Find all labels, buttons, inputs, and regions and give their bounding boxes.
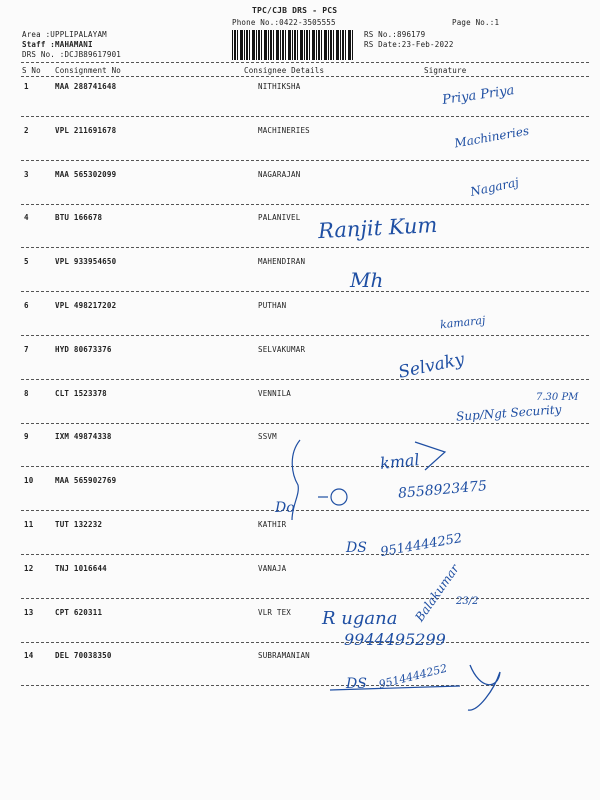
circled-mark — [331, 489, 347, 505]
signature-14-mark: DS — [346, 676, 367, 692]
row-sno: 2 — [24, 125, 29, 135]
row-sno: 6 — [24, 301, 29, 310]
column-header-signature: Signature — [424, 66, 467, 75]
row-consignee: VANAJA — [258, 563, 287, 573]
staff-field: Staff :MAHAMANI — [22, 40, 93, 49]
bracket-stroke — [292, 440, 300, 520]
row-sno: 12 — [24, 563, 34, 573]
row-consignment-no: MAA 288741648 — [55, 82, 117, 91]
signature-11-mark: DS — [346, 540, 367, 556]
signature-1: Priya Priya — [441, 83, 516, 108]
row-consignee: MACHINERIES — [258, 125, 310, 135]
signature-8-time: 7.30 PM — [536, 392, 579, 403]
row-consignee: KATHIR — [258, 520, 287, 529]
signature-2: Machineries — [453, 123, 531, 151]
page-number: Page No.:1 — [452, 18, 500, 27]
row-consignment-no: MAA 565902769 — [55, 476, 117, 486]
signature-13-name: R ugana — [322, 608, 398, 629]
row-consignment-no: CLT 1523378 — [55, 388, 107, 398]
rs-number: RS No.:896179 — [364, 30, 426, 39]
signature-12: Balakumar — [412, 561, 462, 625]
row-consignment-no: TNJ 1016644 — [55, 563, 107, 573]
scribble-stroke — [415, 442, 445, 470]
signature-8: Sup/Ngt Security — [455, 402, 562, 424]
row-consignee: SSVM — [258, 432, 277, 442]
row-sno: 10 — [24, 476, 34, 486]
signature-10-mark: Do — [275, 500, 295, 516]
row-consignment-no: VPL 498217202 — [55, 301, 117, 310]
row-consignee: MAHENDIRAN — [258, 257, 306, 267]
signature-14-number: 9514444252 — [377, 661, 449, 692]
row-consignment-no: VPL 933954650 — [55, 257, 117, 267]
row-consignee: VLR TEX — [258, 607, 292, 617]
signature-11-number: 9514444252 — [379, 530, 464, 561]
row-consignee: NAGARAJAN — [258, 169, 301, 179]
row-consignment-no: MAA 565302099 — [55, 169, 117, 179]
row-consignment-no: TUT 132232 — [55, 520, 103, 529]
row-consignment-no: CPT 620311 — [55, 607, 103, 617]
strike-stroke — [330, 686, 460, 690]
rs-date: RS Date:23-Feb-2022 — [364, 40, 454, 49]
row-consignee: VENNILA — [258, 388, 292, 398]
row-consignee: SELVAKUMAR — [258, 344, 306, 354]
row-sno: 1 — [24, 82, 29, 91]
drs-number: DRS No. :DCJB89617901 — [22, 50, 122, 59]
row-consignee: SUBRAMANIAN — [258, 651, 310, 661]
phone-number: Phone No.:0422-3505555 — [232, 18, 336, 27]
row-sno: 13 — [24, 607, 34, 617]
row-sno: 11 — [24, 520, 34, 529]
signature-4: Ranjit Kum — [317, 212, 438, 244]
row-sno: 8 — [24, 388, 29, 398]
signature-5: Mh — [350, 268, 384, 292]
row-consignment-no: DEL 70038350 — [55, 651, 112, 661]
row-sno: 5 — [24, 257, 29, 267]
signature-9: kmal — [379, 449, 421, 474]
row-consignment-no: HYD 80673376 — [55, 344, 112, 354]
column-header-consignment: Consignment No — [55, 66, 122, 75]
signature-12-date: 23/2 — [456, 596, 479, 607]
row-consignee: PUTHAN — [258, 301, 287, 310]
signature-10-number: 8558923475 — [397, 478, 488, 502]
row-consignment-no: BTU 166678 — [55, 213, 103, 223]
column-header-sno: S No — [22, 66, 41, 75]
row-sno: 7 — [24, 344, 29, 354]
row-sno: 4 — [24, 213, 29, 223]
row-sno: 9 — [24, 432, 29, 442]
row-consignment-no: IXM 49874338 — [55, 432, 112, 442]
row-consignment-no: VPL 211691678 — [55, 125, 117, 135]
column-header-consignee: Consignee Details — [244, 66, 325, 75]
signature-flourish — [468, 665, 500, 710]
document-title: TPC/CJB DRS - PCS — [252, 6, 338, 15]
row-consignee: PALANIVEL — [258, 213, 301, 223]
row-sno: 14 — [24, 651, 34, 661]
signature-7: Selvaky — [396, 349, 467, 383]
area-field: Area :UPPLIPALAYAM — [22, 30, 107, 39]
row-sno: 3 — [24, 169, 29, 179]
signature-3: Nagaraj — [469, 175, 521, 199]
signature-6: kamaraj — [439, 313, 487, 332]
row-consignee: NITHIKSHA — [258, 82, 301, 91]
signature-13-number: 9944495299 — [344, 630, 446, 649]
